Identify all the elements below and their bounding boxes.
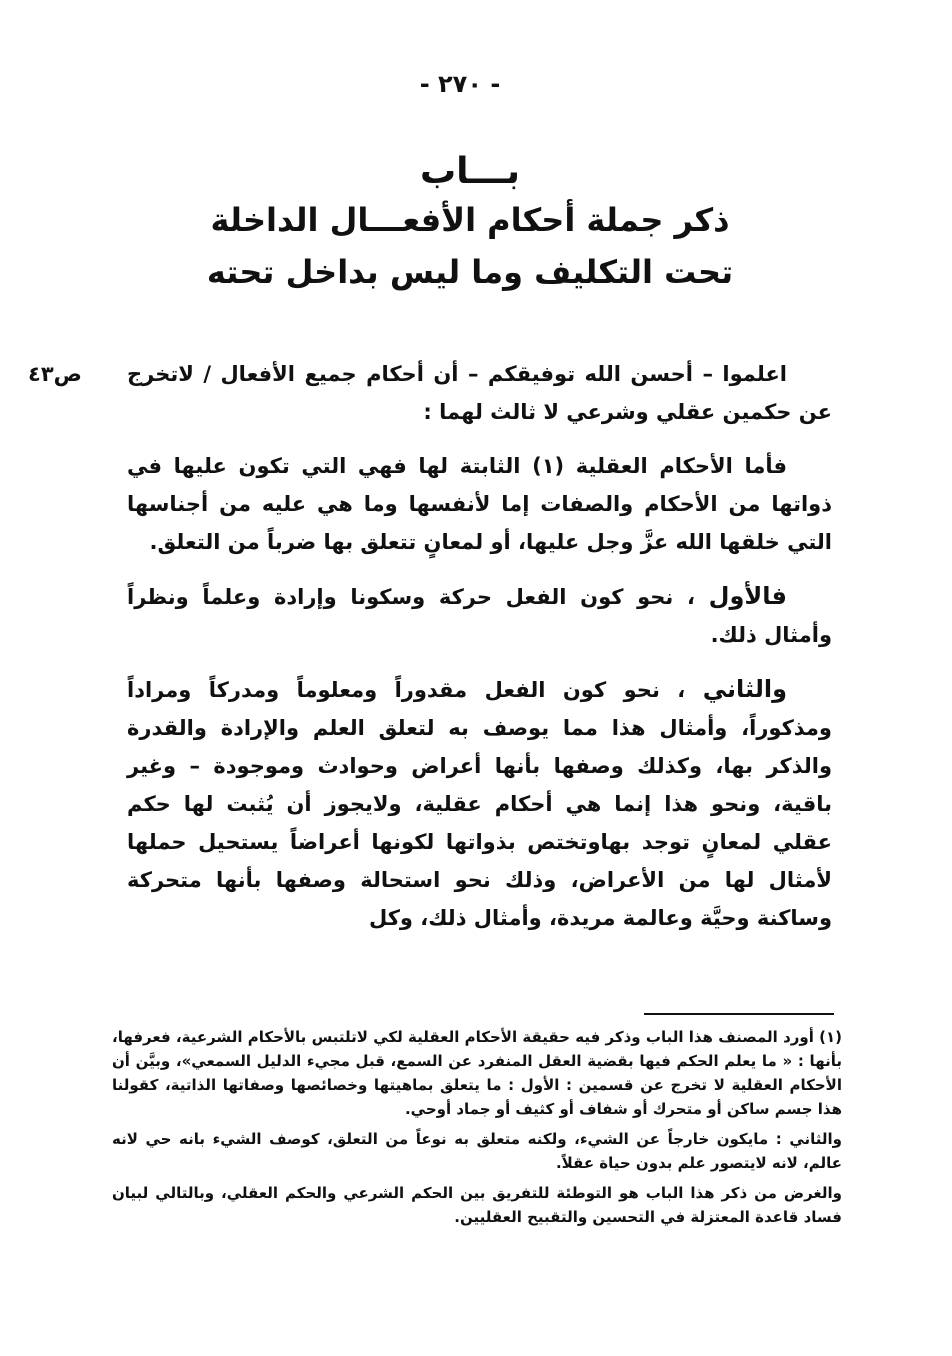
- margin-page-reference: ص٤٣: [28, 362, 82, 386]
- footnote-divider: [644, 1013, 834, 1015]
- chapter-word: بـــاب: [419, 151, 521, 192]
- paragraph-4: [127, 670, 832, 937]
- footnote-1: (١) أورد المصنف هذا الباب وذكر فيه حقيقة الأحكام العقلية لكي لاتلتبس بالأحكام الشرعية، فعرفها، بأنها : « ما يعلم الحكم فيها بقضية العقل المنفرد عن السمع، قبل مجيء الدليل السمعي»، وبيَّن أن الأحكام العقلية لا تخرج عن قسمين : الأول : ما يتعلق بماهيتها وخصائصها وصفاتها الذاتية، كقولنا هذا جسم ساكن أو متحرك أو شفاف أو كثيف أو جماد أوحي.: [112, 1028, 842, 1118]
- page-number: - ٢٧٠ -: [419, 70, 501, 98]
- chapter-title-line-1: ذكر جملة أحكام الأفعـــال الداخلة: [210, 201, 730, 239]
- paragraph-3-lead: فالأول: [708, 582, 788, 610]
- main-text: [127, 355, 832, 953]
- footnote-3: والغرض من ذكر هذا الباب هو التوطئة للتفريق بين الحكم الشرعي والحكم العقلي، وبالتالي لبيان فساد قاعدة المعتزلة في التحسين والتقبيح العقليين.: [112, 1184, 842, 1226]
- paragraph-4-lead: والثاني: [702, 675, 787, 703]
- paragraph-4-text: ، نحو كون الفعل مقدوراً ومعلوماً ومدركاً ومراداً ومذكوراً، وأمثال هذا مما يوصف به لتعلق العلم والإرادة والقدرة والذكر بها، وكذلك وصفها بأنها أعراض وحوادث وموجودة – وغير باقية، ونحو هذا إنما هي أحكام عقلية، ولايجوز أن يُثبت لها حكم عقلي لمعانٍ توجد بهاوتختص بذواتها لكونها أعراضاً يستحيل حملها لأمثال لها من الأعراض، وذلك نحو استحالة وصفها بأنها متحركة وساكنة وحيَّة وعالمة مريدة، وأمثال ذلك، وكل: [127, 678, 832, 930]
- footnote-2: والثاني : مايكون خارجاً عن الشيء، ولكنه متعلق به نوعاً من التعلق، كوصف الشيء بانه حي لانه عالم، لانه لايتصور علم بدون حياة عقلاً.: [112, 1130, 842, 1172]
- paragraph-3-text: ، نحو كون الفعل حركة وسكونا وإرادة وعلماً ونظراً وأمثال ذلك.: [127, 585, 832, 647]
- chapter-heading: [0, 150, 940, 298]
- footnotes: [112, 1025, 842, 1235]
- chapter-title-line-2: تحت التكليف وما ليس بداخل تحته: [206, 253, 734, 291]
- paragraph-3: [127, 577, 832, 654]
- paragraph-2: فأما الأحكام العقلية (١) الثابتة لها فهي التي تكون عليها في ذواتها من الأحكام والصفات إما لأنفسها وما هي عليه من أجناسها التي خلقها الله عزَّ وجل عليها، أو لمعانٍ تتعلق بها ضرباً من التعلق.: [127, 454, 832, 554]
- paragraph-1: اعلموا – أحسن الله توفيقكم – أن أحكام جميع الأفعال / لاتخرج عن حكمين عقلي وشرعي لا ثالث لهما :: [127, 362, 832, 424]
